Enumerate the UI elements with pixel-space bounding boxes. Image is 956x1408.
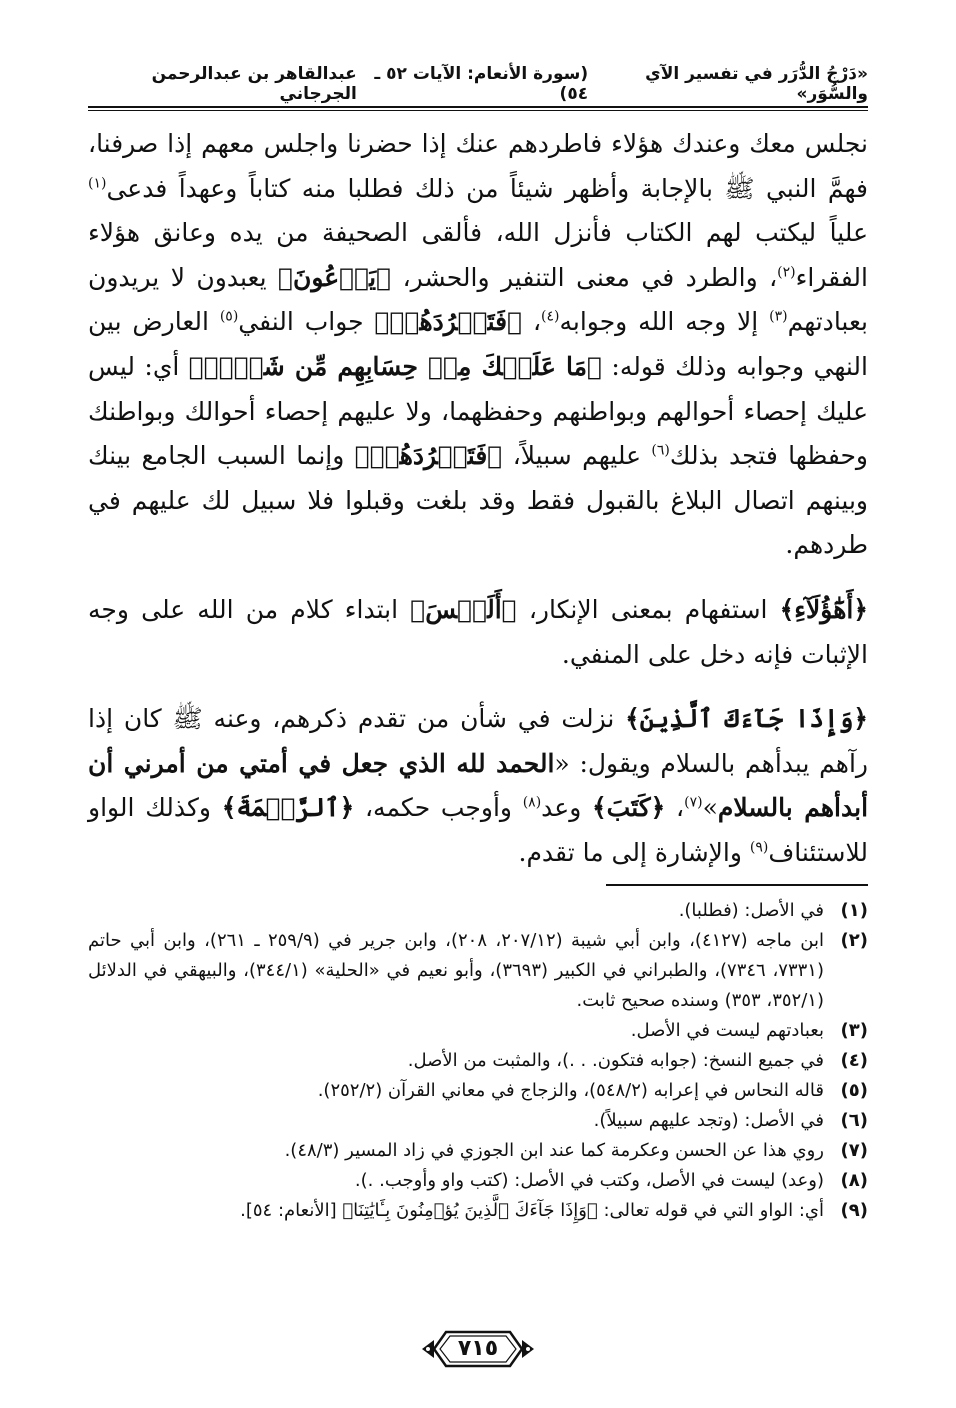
quran-quote: ﴿وَإِذَا جَآءَكَ ٱلَّذِينَ﴾ xyxy=(625,704,869,734)
footnote-ref-1[interactable]: (١) xyxy=(88,175,107,192)
paragraph-3 xyxy=(88,697,868,875)
footnote-text: بعبادتهم ليست في الأصل. xyxy=(630,1020,824,1041)
footnote-7 xyxy=(88,1136,868,1166)
quran-quote: ﴿أَلَيۡسَ﴾ xyxy=(410,594,517,624)
footnote-number: (١) xyxy=(840,900,868,921)
footnote-text: ابن ماجه (٤١٢٧)، وابن أبي شيبة (٢٠٧/١٢، ٢٠٨)، وابن جرير في (٢٥٩/٩ ـ ٢٦١)، وابن أبي حاتم (٧٣٣١، ٧٣٤٦)، والطبراني في الكبير (٣٦٩٣)، وأبو نعيم في «الحلية» (٣٤٤/١)، والبيهقي في الدلائل (٣٥٢/١، ٣٥٣) وسنده صحيح ثابت. xyxy=(88,930,824,1011)
paragraph-1 xyxy=(88,122,868,568)
text-run: أي: ليس عليك إحصاء أحوالهم وبواطنهم وحفظهما، ولا عليهم إحصاء أحوالك وبواطنك وحفظها فتجد بذلك xyxy=(88,351,868,471)
footnote-text: روي هذا عن الحسن وعكرمة كما عند ابن الجوزي في زاد المسير (٤٨/٣). xyxy=(284,1140,824,1161)
text-run: » xyxy=(702,793,718,823)
header-rule-thin xyxy=(88,110,868,111)
footnote-ref-3[interactable]: (٣) xyxy=(769,309,788,326)
quran-quote: ﴿فَتَطۡرُدَهُمۡ﴾ xyxy=(354,441,503,471)
footnote-2 xyxy=(88,926,868,1016)
footnotes xyxy=(88,896,868,1226)
main-text xyxy=(88,122,868,876)
text-run: استفهام بمعنى الإنكار، xyxy=(516,594,780,624)
hadith-quote: الحمد لله الذي جعل في أمتي من أمرني أن أبدأهم بالسلام xyxy=(88,748,869,823)
quran-quote: ﴿فَتَطۡرُدَهُمۡ﴾ xyxy=(374,307,523,337)
footnote-number: (٢) xyxy=(840,930,868,951)
text-run: عليهم سبيلاً، xyxy=(502,441,652,471)
text-run: إلا وجه الله وجوابه xyxy=(559,307,770,337)
footnote-text: في الأصل: (وتجد عليهم سبيلاً). xyxy=(593,1110,824,1131)
text-run: ، xyxy=(522,307,542,337)
header-author: عبدالقاهر بن عبدالرحمن الجرجاني xyxy=(151,64,357,104)
footnote-ref-9[interactable]: (٩) xyxy=(749,839,769,856)
footnote-separator xyxy=(606,884,868,886)
footnote-number: (٧) xyxy=(840,1140,868,1161)
text-run: وإنما السبب الجامع بينك وبينهم اتصال البلاغ بالقبول فقط وقد بلغت وقبلوا فلا سبيل لك عليهم في طردهم. xyxy=(88,441,868,560)
footnote-6 xyxy=(88,1106,868,1136)
footnote-ref-4[interactable]: (٤) xyxy=(541,309,560,326)
quran-quote: ﴿يَدۡعُونَ﴾ xyxy=(277,262,392,292)
quran-quote: ﴿كَتَبَ﴾ xyxy=(592,793,666,823)
footnote-ref-7[interactable]: (٧) xyxy=(684,794,703,811)
quran-quote: ﴿ٱلرَّحۡمَةَ﴾ xyxy=(221,793,355,823)
text-run: وأوجب حكمه، xyxy=(354,793,523,823)
footnote-number: (٥) xyxy=(840,1080,868,1101)
footnote-text: (وعد) ليست في الأصل، وكتب في الأصل: (كتب واو وأوجب. .). xyxy=(354,1170,824,1191)
page-number: ٧١٥ xyxy=(457,1336,499,1361)
text-run: علياً ليكتب لهم الكتاب فأنزل الله، فألقى الصحيفة من يده وعانق هؤلاء الفقراء xyxy=(88,218,868,292)
quran-quote: ﴿مَا عَلَيۡكَ مِنۡ حِسَابِهِم مِّن شَيۡءٖ﴾ xyxy=(188,351,603,381)
header-section: (سورة الأنعام: الآيات ٥٢ ـ ٥٤) xyxy=(374,64,589,104)
footnote-ref-6[interactable]: (٦) xyxy=(651,442,670,459)
text-run: ابتداء كلام من الله على وجه الإثبات فإنه دخل على المنفي. xyxy=(88,594,868,669)
footnote-number: (٨) xyxy=(840,1170,868,1191)
header-rule xyxy=(88,106,868,108)
text-run: العارض بين النهي وجوابه وذلك قوله: xyxy=(88,307,868,381)
footnote-ref-5[interactable]: (٥) xyxy=(219,309,239,326)
page-number-frame xyxy=(420,1326,536,1372)
footnote-3 xyxy=(88,1016,868,1046)
header-book-title: «دَرْجُ الدُّرَر في تفسير الآي والسُّوَر» xyxy=(645,64,868,104)
footnote-8 xyxy=(88,1166,868,1196)
footnote-number: (٣) xyxy=(840,1020,868,1041)
footnote-number: (٩) xyxy=(840,1200,868,1221)
text-run: ، xyxy=(665,793,685,823)
text-run: نزلت في شأن من تقدم ذكرهم، وعنه ﷺ كان إذا رآهم يبدأهم بالسلام ويقول: « xyxy=(88,704,868,778)
text-run: وعد xyxy=(541,793,592,823)
text-run: ، والطرد في معنى التنفير والحشر، xyxy=(391,262,778,292)
text-run: وكذلك الواو للاستئناف xyxy=(88,793,868,867)
footnote-5 xyxy=(88,1076,868,1106)
footnote-number: (٤) xyxy=(840,1050,868,1071)
text-run: جواب النفي xyxy=(238,307,375,337)
footnote-text: في جميع النسخ: (جوابه فتكون. . .)، والمثبت من الأصل. xyxy=(407,1050,824,1071)
footnote-number: (٦) xyxy=(840,1110,868,1131)
footnote-9 xyxy=(88,1196,868,1226)
text-run: نجلس معك وعندك هؤلاء فاطردهم عنك إذا حضرنا واجلس معهم إذا صرفنا، فهمَّ النبي ﷺ بالإجابة وأظهر شيئاً من ذلك فطلبا منه كتاباً وعهداً فدعى xyxy=(88,129,868,203)
footnote-ref-2[interactable]: (٢) xyxy=(777,264,796,281)
quran-quote: ﴿أَهَٰٓؤُلَآءِ﴾ xyxy=(779,594,868,624)
footnote-4 xyxy=(88,1046,868,1076)
text-run: يعبدون لا يريدون بعبادتهم xyxy=(88,262,868,337)
running-header xyxy=(88,66,868,102)
footnote-text: أي: الواو التي في قوله تعالى: ﴿وَإِذَا جَآءَكَ ٱلَّذِينَ يُؤۡمِنُونَ بِـَٔايَٰتِنَا﴾ [الأنعام: ٥٤]. xyxy=(240,1200,824,1221)
text-run: والإشارة إلى ما تقدم. xyxy=(518,837,750,867)
footnote-text: في الأصل: (فطلبا). xyxy=(678,900,824,921)
footnote-1 xyxy=(88,896,868,926)
paragraph-2 xyxy=(88,588,868,677)
footnote-ref-8[interactable]: (٨) xyxy=(522,794,542,811)
footnote-text: قاله النحاس في إعرابه (٥٤٨/٢)، والزجاج في معاني القرآن (٢٥٢/٢). xyxy=(317,1080,824,1101)
